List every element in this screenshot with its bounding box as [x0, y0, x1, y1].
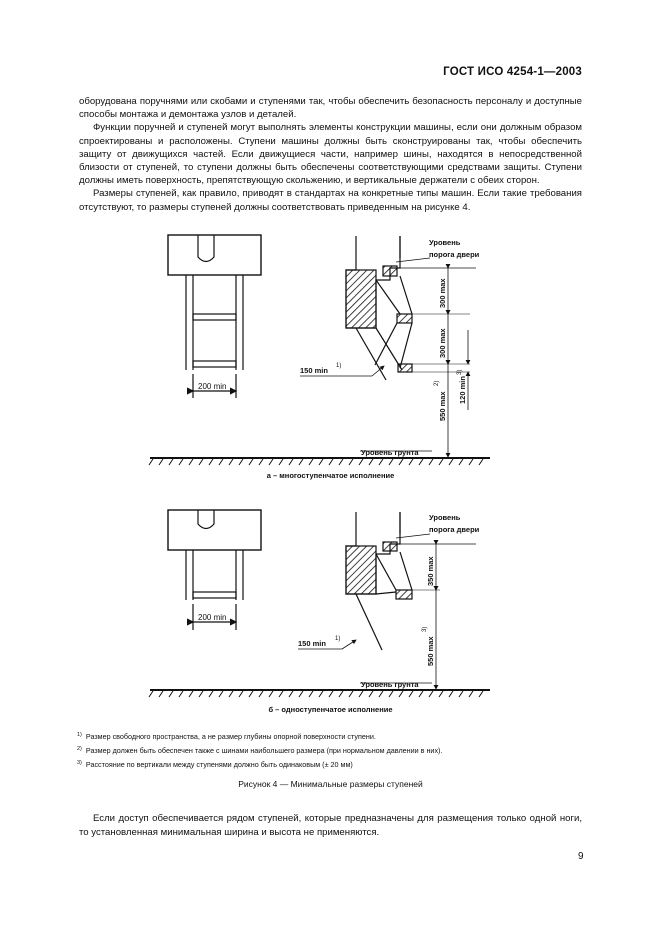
- front-view-b: [168, 510, 261, 630]
- door-level-label-b-1: Уровень: [429, 513, 461, 522]
- footnotes: [77, 729, 442, 771]
- dim-150-sup-a: 1): [336, 363, 342, 369]
- ground-hatch-b: [149, 691, 483, 697]
- door-level-label-a-2: порога двери: [429, 250, 480, 259]
- paragraph-1: оборудована поручнями или скобами и ступенями так, чтобы обеспечить безопасность персоналу и доступные способы монтажа и демонтажа узлов и деталей.: [79, 96, 582, 121]
- paragraph-3: Размеры ступеней, как правило, приводят в стандартах на конкретные типы машин. Если такие требования отсутствуют, то размеры ступеней должны соответствовать приведенным на рисунке 4.: [79, 188, 582, 213]
- dim-150-a: 150 min: [300, 366, 328, 375]
- dim-550-b: 550 max: [426, 636, 435, 666]
- width-label-a: 200 min: [198, 382, 227, 391]
- dim-550-sup-a: 2): [434, 380, 440, 386]
- width-label-b: 200 min: [198, 613, 227, 622]
- paragraph-2: Функции поручней и ступеней могут выполнять элементы конструкции машины, если они должным образом спроектированы и расположены. Ступени машины должны быть сконструированы так, чтобы обеспечить защиту от движущихся частей. Если движущиеся части, например шины, находятся в непосредственной близости от ступеней, то ступени должны быть обеспечены соответствующими средствами защиты. Ступени должны иметь поверхность, препятствующую скольжению, и вертикальные держатели с обеих сторон.: [79, 122, 582, 187]
- dim-150-b: 150 min: [298, 639, 326, 648]
- ground-label-b: Уровень грунта: [361, 680, 419, 689]
- dim-120-sup-a: 3): [457, 369, 463, 375]
- footnote-1: $^{1)}$ Размер свободного пространства, а не размер глубины опорной поверхности ступени.: [77, 732, 376, 741]
- front-view-a: [168, 235, 261, 398]
- footnote-3: $^{3)}$ Расстояние по вертикали между ступенями должно быть одинаковым (± 20 мм): [77, 760, 353, 769]
- dim-120-a: 120 min: [458, 376, 467, 404]
- caption-a: а – многоступенчатое исполнение: [266, 471, 395, 480]
- dim-300-top-a: 300 max: [438, 278, 447, 308]
- document-header: ГОСТ ИСО 4254-1—2003: [443, 66, 582, 78]
- door-level-label-b-2: порога двери: [429, 525, 480, 534]
- dim-300-mid-a: 300 max: [438, 328, 447, 358]
- side-view-b: [150, 512, 490, 690]
- door-level-label-a-1: Уровень: [429, 238, 461, 247]
- ground-hatch-a: [149, 459, 483, 465]
- dim-550-sup-b: 3): [422, 626, 428, 632]
- page-number: 9: [578, 851, 584, 862]
- dim-550-a: 550 max: [438, 391, 447, 421]
- dim-150-sup-b: 1): [335, 636, 341, 642]
- ground-label-a: Уровень грунта: [361, 448, 419, 457]
- figure-caption: Рисунок 4 — Минимальные размеры ступеней: [238, 779, 423, 789]
- closing-paragraph: Если доступ обеспечивается рядом ступеней, которые предназначены для размещения только одной ноги, то установленная минимальная ширина и высота не применяются.: [79, 813, 582, 838]
- dim-350-b: 350 max: [426, 556, 435, 586]
- caption-b: б – одноступенчатое исполнение: [268, 705, 393, 714]
- footnote-2: $^{2)}$ Размер должен быть обеспечен также с шинами наибольшего размера (при нормальном давлении в них).: [77, 746, 443, 755]
